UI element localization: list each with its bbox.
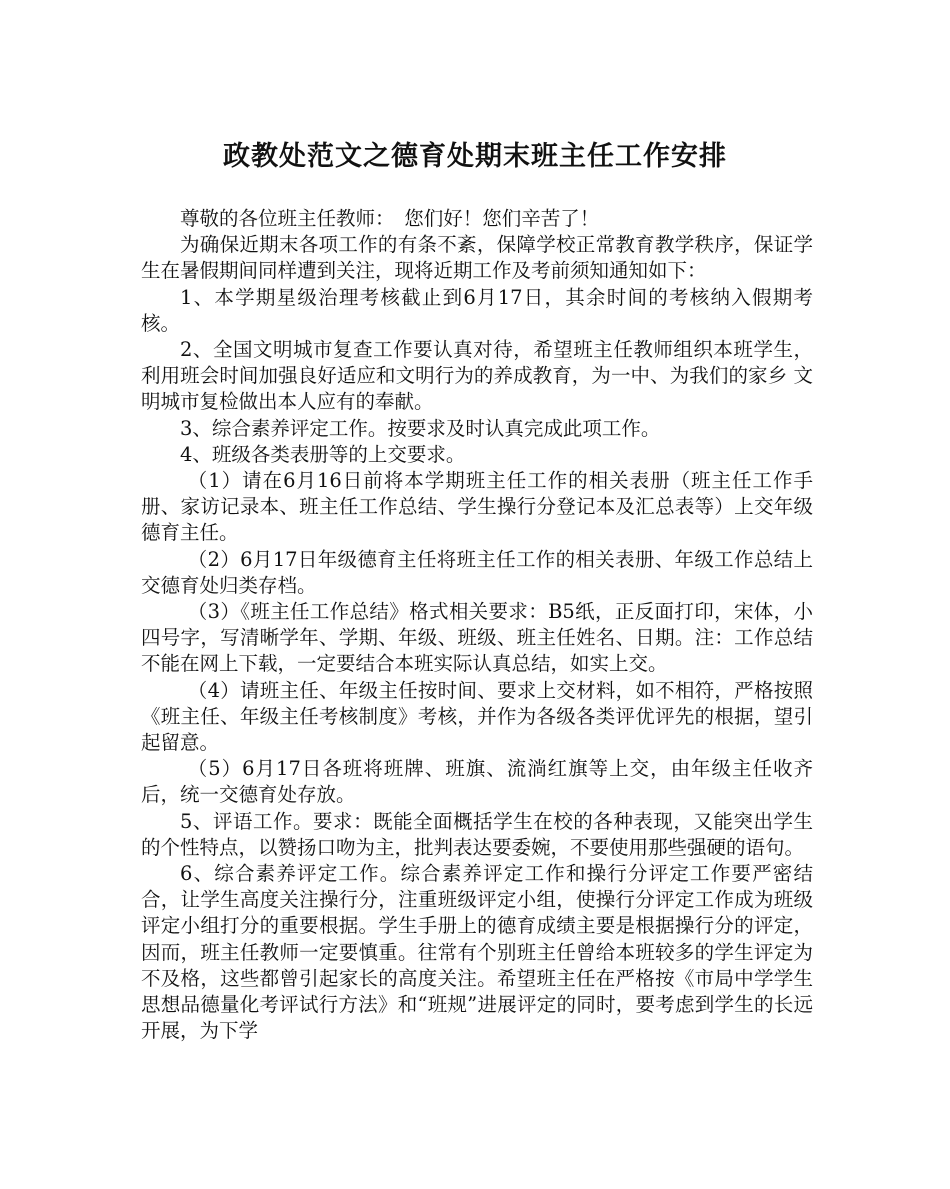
document-title: 政教处范文之德育处期末班主任工作安排 (223, 141, 727, 172)
item-4-sub-1-paragraph: （1）请在6月16日前将本学期班主任工作的相关表册（班主任工作手册、家访记录本、班主任工作总结、学生操行分登记本及汇总表等）上交年级德育主任。 (141, 469, 813, 545)
item-5-paragraph: 5、评语工作。要求：既能全面概括学生在校的各种表现，又能突出学生的个性特点，以赞扬口吻为主，批判表达要委婉，不要使用那些强硬的语句。 (141, 809, 813, 859)
item-6-paragraph: 6、综合素养评定工作。综合素养评定工作和操行分评定工作要严密结合，让学生高度关注操行分，注重班级评定小组，使操行分评定工作成为班级评定小组打分的重要根据。学生手册上的德育成绩主要是根据操行分的评定，因而，班主任教师一定要慎重。往常有个别班主任曾给本班较多的学生评定为不及格，这些都曾引起家长的高度关注。希望班主任在严格按《市局中学学生思想品德量化考评试行方法》和“班规”进展评定的同时，要考虑到学生的长远开展，为下学 (141, 862, 813, 1043)
item-2-paragraph: 2、全国文明城市复查工作要认真对待，希望班主任教师组织本班学生，利用班会时间加强良好适应和文明行为的养成教育，为一中、为我们的家乡 文明城市复检做出本人应有的奉献。 (141, 338, 813, 414)
item-3-paragraph: 3、综合素养评定工作。按要求及时认真完成此项工作。 (180, 416, 661, 440)
greeting-paragraph: 尊敬的各位班主任教师： 您们好！您们辛苦了！ (180, 207, 600, 230)
item-1-paragraph: 1、本学期星级治理考核截止到6月17日，其余时间的考核纳入假期考核。 (141, 285, 813, 335)
item-4-sub-4-paragraph: （4）请班主任、年级主任按时间、要求上交材料，如不相符，严格按照《班主任、年级主任考核制度》考核，并作为各级各类评优评先的根据，望引起留意。 (141, 678, 813, 755)
item-4-sub-5-paragraph: （5）6月17日各班将班牌、班旗、流淌红旗等上交，由年级主任收齐后，统一交德育处存放。 (141, 757, 813, 807)
item-4-sub-2-paragraph: （2）6月17日年级德育主任将班主任工作的相关表册、年级工作总结上交德育处归类存档。 (141, 547, 813, 597)
document-body (141, 206, 813, 1045)
intro-paragraph: 为确保近期末各项工作的有条不紊，保障学校正常教育教学秩序，保证学生在暑假期间同样遭到关注，现将近期工作及考前须知通知如下： (141, 233, 813, 283)
item-4-paragraph: 4、班级各类表册等的上交要求。 (180, 442, 466, 466)
item-4-sub-3-paragraph: （3）《班主任工作总结》格式相关要求：B5纸，正反面打印，宋体，小四号字，写清晰学年、学期、年级、班级、班主任姓名、日期。注：工作总结不能在网上下载，一定要结合本班实际认真总结，如实上交。 (141, 600, 813, 676)
